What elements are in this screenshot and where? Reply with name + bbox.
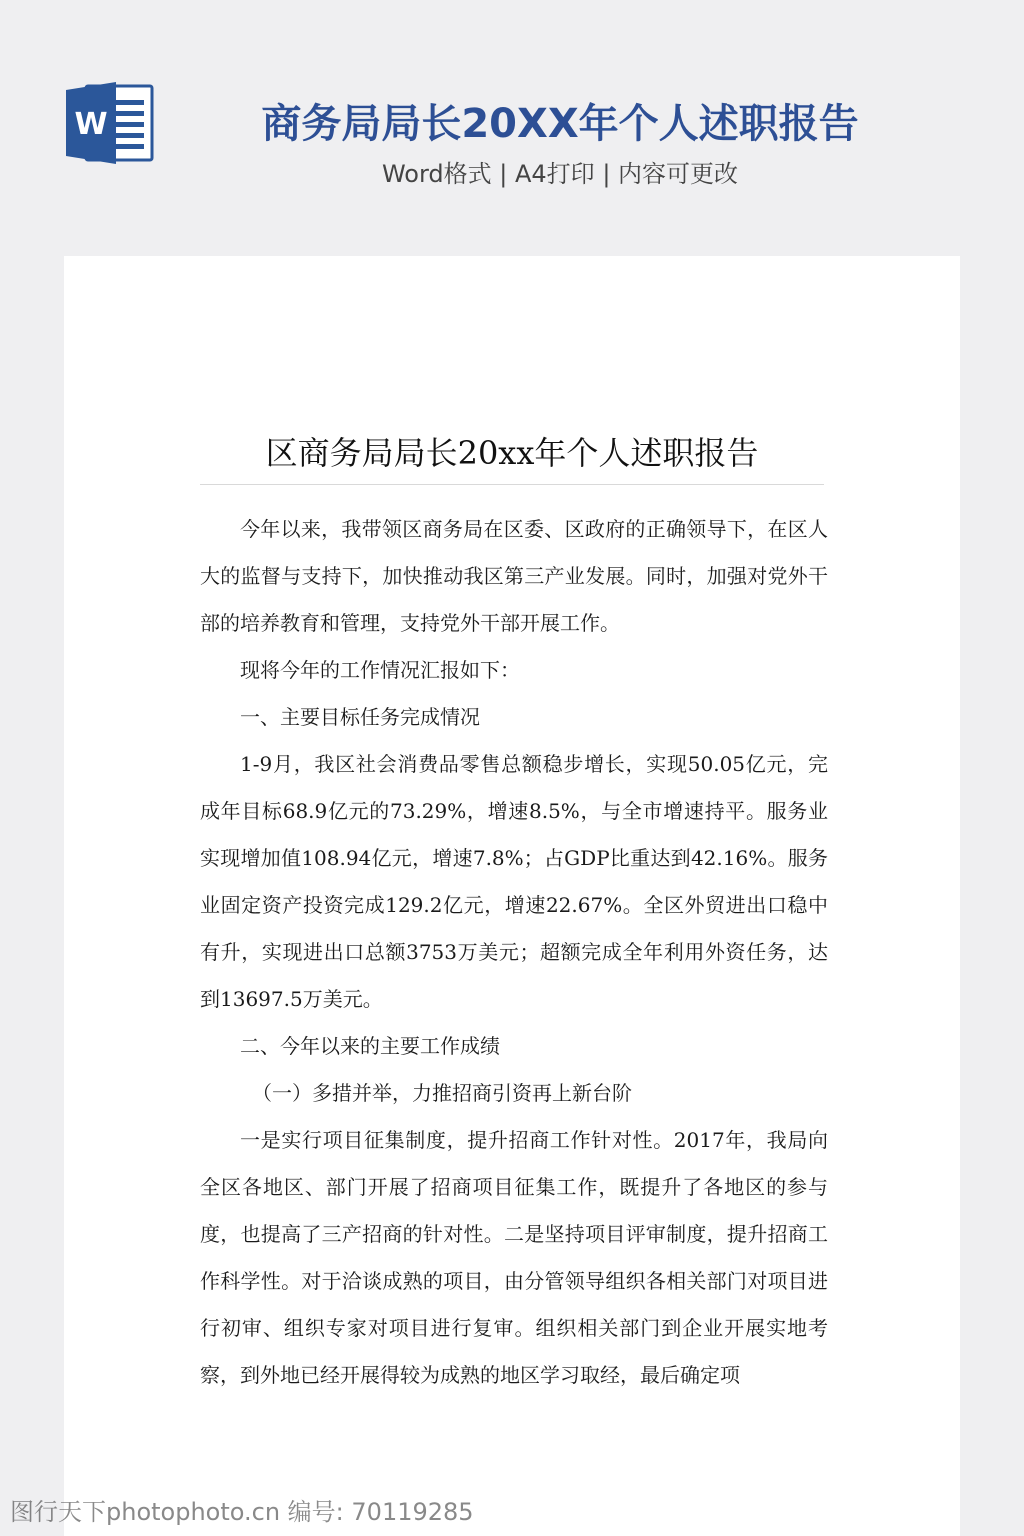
section-heading-2: 二、今年以来的主要工作成绩 <box>240 1034 500 1058</box>
header-subtitle: Word格式 | A4打印 | 内容可更改 <box>381 160 739 188</box>
document-page <box>64 256 960 1536</box>
subsection-heading-1: （一）多措并举，力推招商引资再上新台阶 <box>252 1081 632 1105</box>
header-title: 商务局局长20XX年个人述职报告 <box>261 101 859 147</box>
document-title: 区商务局局长20xx年个人述职报告 <box>265 434 759 472</box>
page-header <box>0 0 1024 240</box>
watermark: 图行天下photophoto.cn 编号: 70119285 <box>10 1498 474 1526</box>
paragraph-report-lead: 现将今年的工作情况汇报如下： <box>240 658 520 682</box>
paragraph-investment: 一是实行项目征集制度，提升招商工作针对性。2017年，我局向全区各地区、部门开展了招商项目征集工作，既提升了各地区的参与度，也提高了三产招商的针对性。二是坚持项目评审制度，提升招商工作科学性。对于洽谈成熟的项目，由分管领导组织各相关部门对项目进行初审、组织专家对项目进行复审。组织相关部门到企业开展实地考察，到外地已经开展得较为成熟的地区学习取经，最后确定项 <box>200 1128 828 1387</box>
paragraph-targets: 1-9月，我区社会消费品零售总额稳步增长，实现50.05亿元，完成年目标68.9亿元的73.29%，增速8.5%，与全市增速持平。服务业实现增加值108.94亿元，增速7.8%；占GDP比重达到42.16%。服务业固定资产投资完成129.2亿元，增速22.67%。全区外贸进出口稳中有升，实现进出口总额3753万美元；超额完成全年利用外资任务，达到13697.5万美元。 <box>200 752 828 1011</box>
svg-text:W: W <box>74 107 108 142</box>
word-document-icon <box>64 82 156 164</box>
paragraph-intro: 今年以来，我带领区商务局在区委、区政府的正确领导下，在区人大的监督与支持下，加快推动我区第三产业发展。同时，加强对党外干部的培养教育和管理，支持党外干部开展工作。 <box>200 517 828 635</box>
title-divider <box>200 484 824 485</box>
section-heading-1: 一、主要目标任务完成情况 <box>240 705 480 729</box>
document-body <box>200 506 828 1399</box>
